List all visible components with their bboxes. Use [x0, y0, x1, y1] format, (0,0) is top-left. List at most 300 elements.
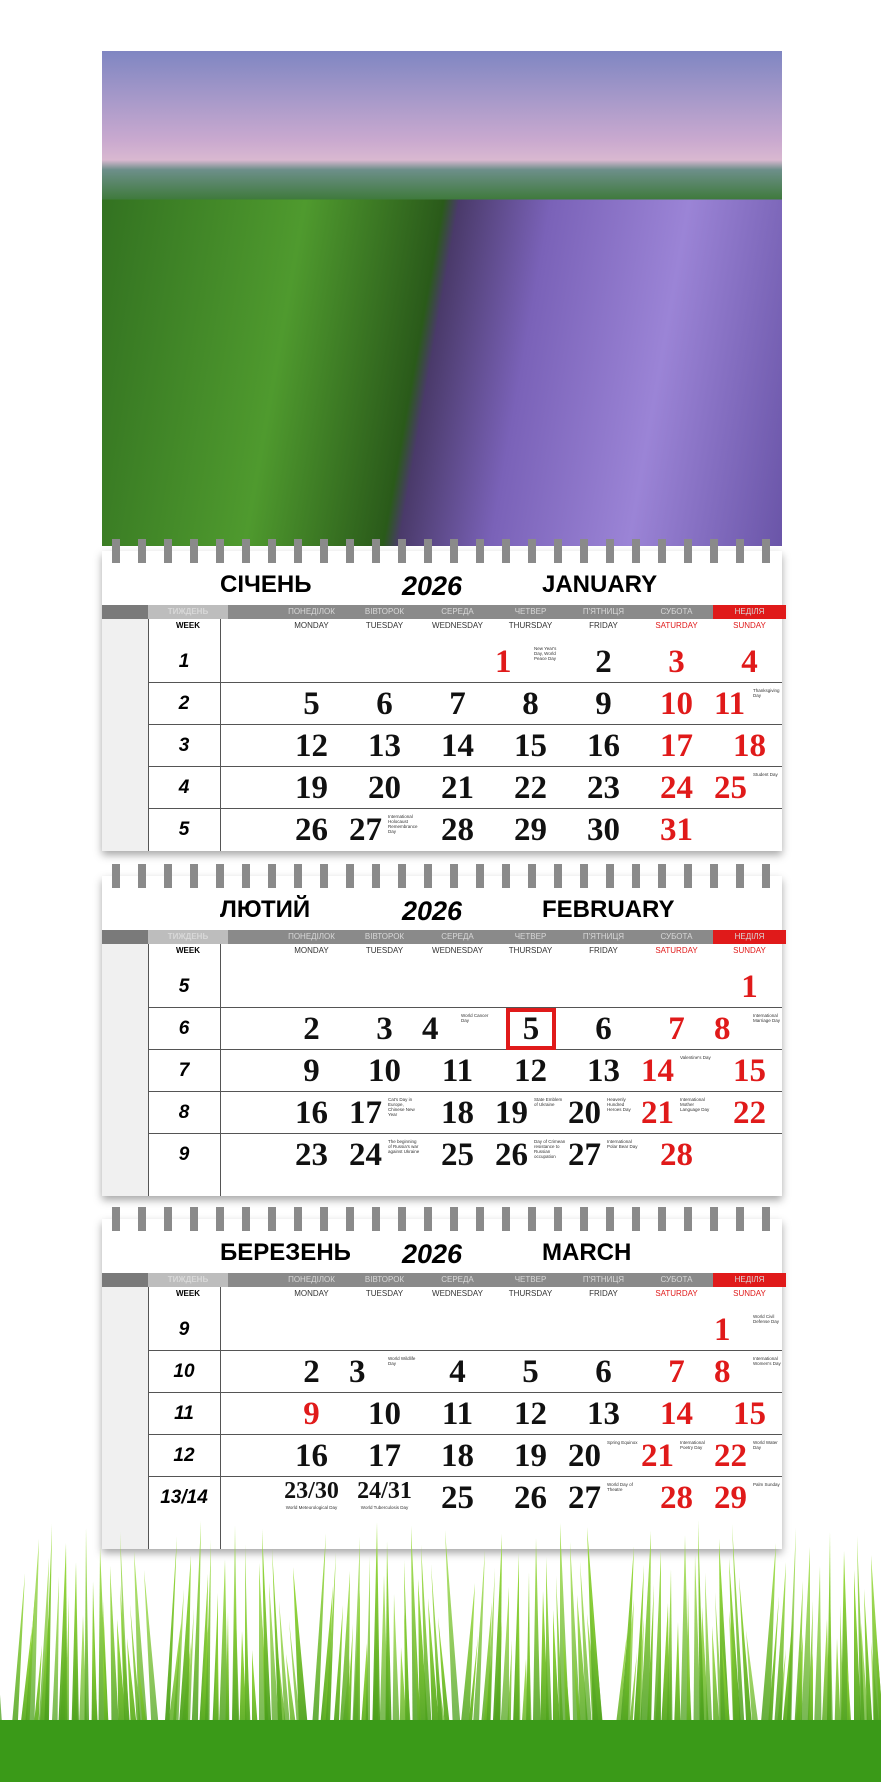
day-note: International Polar Bear Day [607, 1139, 638, 1149]
week-row [148, 1351, 782, 1393]
day-cell [421, 809, 494, 851]
header-ua-4: ЧЕТВЕР [514, 932, 547, 941]
day-number: 12 [514, 1053, 547, 1089]
day-cell [275, 1008, 348, 1050]
day-note: World Water Day [753, 1440, 778, 1450]
header-ua-3: СЕРЕДА [441, 932, 474, 941]
day-number: 17 [368, 1438, 401, 1474]
day-number: 10 [660, 686, 693, 722]
day-cell [348, 809, 421, 851]
day-number: 21 [441, 770, 474, 806]
day-cell [494, 641, 567, 683]
day-cell [275, 767, 348, 809]
header-en-4: THURSDAY [508, 1289, 553, 1298]
day-cell [421, 1435, 494, 1477]
day-number: 26 [495, 1137, 528, 1173]
day-number: 25 [714, 770, 747, 806]
week-row [148, 683, 782, 725]
header-en-3: WEDNESDAY [432, 621, 483, 630]
day-cell [640, 641, 713, 683]
day-note: Spring Equinox [607, 1440, 638, 1445]
day-cell [275, 1435, 348, 1477]
day-cell [640, 1092, 713, 1134]
day-cell [494, 1393, 567, 1435]
day-cell [494, 1050, 567, 1092]
header-ua-1: ПОНЕДІЛОК [288, 1275, 335, 1284]
day-number: 15 [514, 728, 547, 764]
day-number: 25 [441, 1137, 474, 1173]
month-name-en: JANUARY [542, 571, 658, 598]
header-en-7: SUNDAY [733, 1289, 766, 1298]
week-row [148, 966, 782, 1008]
header-ua-2: ВІВТОРОК [364, 607, 405, 616]
week-number: 9 [178, 1319, 190, 1340]
day-cell [275, 1134, 348, 1176]
day-cell [348, 1435, 421, 1477]
day-cell [348, 1050, 421, 1092]
day-number: 19 [495, 1095, 528, 1131]
day-number: 11 [441, 1396, 474, 1432]
day-number: 5 [508, 1010, 554, 1048]
header-ua-7: НЕДІЛЯ [713, 605, 786, 619]
day-cell [567, 1092, 640, 1134]
day-number: 14 [660, 1396, 693, 1432]
day-number: 27 [568, 1137, 601, 1173]
header-en-0: WEEK [176, 946, 200, 955]
header-en-2: TUESDAY [365, 621, 404, 630]
header-ua-7: НЕДІЛЯ [713, 930, 786, 944]
day-number: 16 [295, 1438, 328, 1474]
day-number: 3 [349, 1354, 366, 1390]
day-number: 9 [303, 1053, 320, 1089]
day-number: 2 [303, 1354, 320, 1390]
header-spacer [102, 1273, 148, 1287]
header-en-5: FRIDAY [589, 1289, 618, 1298]
day-number: 10 [368, 1053, 401, 1089]
day-number: 29 [714, 1480, 747, 1516]
week-number: 6 [178, 1018, 190, 1039]
day-number: 14 [641, 1053, 674, 1089]
day-number: 18 [441, 1438, 474, 1474]
day-note: World Tuberculosis Day [360, 1505, 409, 1510]
day-cell [713, 725, 786, 767]
day-number: 2 [303, 1011, 320, 1047]
day-cell [640, 1435, 713, 1477]
day-cell [421, 683, 494, 725]
day-note: World Meteorological Day [285, 1505, 338, 1510]
day-cell [494, 767, 567, 809]
day-number: 27 [349, 812, 382, 848]
day-number: 6 [595, 1354, 612, 1390]
month-name-ua: БЕРЕЗЕНЬ [220, 1239, 351, 1266]
day-note: New Year's Day, World Peace Day [534, 646, 557, 661]
day-cell [640, 1393, 713, 1435]
header-en-1: MONDAY [294, 1289, 329, 1298]
day-cell [567, 767, 640, 809]
day-number: 4 [422, 1011, 439, 1047]
week-row [148, 1050, 782, 1092]
week-row [148, 1008, 782, 1050]
day-cell [421, 1393, 494, 1435]
day-number: 23/30 [284, 1478, 339, 1504]
day-cell [275, 1477, 348, 1519]
day-number: 22 [714, 1438, 747, 1474]
day-number: 13 [587, 1396, 620, 1432]
day-number: 11 [441, 1053, 474, 1089]
header-en-6: SATURDAY [655, 946, 698, 955]
header-en-7: SUNDAY [733, 946, 766, 955]
week-number: 8 [178, 1102, 190, 1123]
day-cell [640, 1050, 713, 1092]
weekday-header-bar [102, 1273, 782, 1287]
header-ua-1: ПОНЕДІЛОК [288, 932, 335, 941]
day-cell [275, 683, 348, 725]
day-cell [713, 1351, 786, 1393]
day-number: 7 [668, 1011, 685, 1047]
day-note: World Cancer Day [461, 1013, 489, 1023]
day-cell [567, 1393, 640, 1435]
day-cell [348, 1477, 421, 1519]
day-cell [640, 767, 713, 809]
day-number: 23 [295, 1137, 328, 1173]
day-number: 24 [349, 1137, 382, 1173]
day-number: 12 [295, 728, 328, 764]
day-cell [421, 1050, 494, 1092]
day-number: 21 [641, 1438, 674, 1474]
header-ua-6: СУБОТА [660, 1275, 693, 1284]
day-number: 28 [441, 812, 474, 848]
day-cell [567, 1008, 640, 1050]
day-cell [421, 1008, 494, 1050]
day-cell [494, 683, 567, 725]
year: 2026 [402, 896, 463, 926]
day-note: International Poetry Day [680, 1440, 705, 1450]
day-note: World Civil Defense Day [753, 1314, 780, 1324]
day-note: Palm Sunday [753, 1482, 780, 1487]
week-row [148, 1435, 782, 1477]
day-note: International Mother Language Day [680, 1097, 710, 1112]
day-number: 3 [668, 644, 685, 680]
day-number: 15 [733, 1053, 766, 1089]
day-cell [348, 1134, 421, 1176]
day-number: 17 [660, 728, 693, 764]
day-cell [348, 725, 421, 767]
header-en-4: THURSDAY [508, 621, 553, 630]
day-cell [640, 1477, 713, 1519]
day-note: Heavenly Hundred Heroes Day [607, 1097, 631, 1112]
day-number: 22 [733, 1095, 766, 1131]
day-cell [494, 1092, 567, 1134]
week-row [148, 767, 782, 809]
month-title [102, 896, 782, 926]
month-panel-january [102, 551, 782, 851]
month-panel-february [102, 876, 782, 1196]
day-number: 20 [368, 770, 401, 806]
week-number: 5 [178, 819, 190, 840]
day-cell [640, 1351, 713, 1393]
day-number: 1 [495, 644, 512, 680]
week-number: 12 [173, 1445, 195, 1466]
header-ua-5: П'ЯТНИЦЯ [582, 1275, 625, 1284]
day-cell [348, 1008, 421, 1050]
day-number: 26 [514, 1480, 547, 1516]
header-en-2: TUESDAY [365, 1289, 404, 1298]
day-cell [348, 767, 421, 809]
day-note: Valentine's Day [680, 1055, 711, 1060]
header-ua-3: СЕРЕДА [441, 607, 474, 616]
week-number: 13/14 [160, 1487, 208, 1508]
day-cell [640, 725, 713, 767]
day-cell [567, 725, 640, 767]
header-en-6: SATURDAY [655, 621, 698, 630]
day-note: International Marriage Day [753, 1013, 781, 1023]
day-number: 17 [349, 1095, 382, 1131]
day-number: 30 [587, 812, 620, 848]
weekday-header-bar [102, 930, 782, 944]
header-ua-4: ЧЕТВЕР [514, 1275, 547, 1284]
header-en-4: THURSDAY [508, 946, 553, 955]
header-ua-1: ПОНЕДІЛОК [288, 607, 335, 616]
header-spacer [102, 930, 148, 944]
day-cell [421, 767, 494, 809]
month-name-ua: ЛЮТИЙ [220, 896, 311, 923]
day-cell [567, 809, 640, 851]
day-number: 8 [714, 1354, 731, 1390]
week-row [148, 1393, 782, 1435]
month-title [102, 1239, 782, 1269]
day-number: 15 [733, 1396, 766, 1432]
week-row [148, 725, 782, 767]
day-number: 8 [714, 1011, 731, 1047]
grass-decoration [0, 1520, 881, 1782]
day-number: 20 [568, 1095, 601, 1131]
day-number: 13 [368, 728, 401, 764]
day-cell [421, 1092, 494, 1134]
month-panel-march [102, 1219, 782, 1549]
week-row [148, 641, 782, 683]
spiral-binding [106, 864, 778, 888]
left-column [102, 1287, 148, 1549]
header-ua-3: СЕРЕДА [441, 1275, 474, 1284]
day-number: 1 [741, 969, 758, 1005]
week-row [148, 809, 782, 851]
day-number: 5 [303, 686, 320, 722]
day-number: 3 [376, 1011, 393, 1047]
week-number: 11 [174, 1403, 194, 1424]
left-column [102, 944, 148, 1196]
day-number: 18 [441, 1095, 474, 1131]
day-cell [567, 1435, 640, 1477]
day-cell [567, 683, 640, 725]
day-number: 16 [295, 1095, 328, 1131]
header-ua-2: ВІВТОРОК [364, 1275, 405, 1284]
weekday-header-bar [102, 605, 782, 619]
day-cell [713, 1435, 786, 1477]
day-number: 2 [595, 644, 612, 680]
day-cell [494, 1435, 567, 1477]
day-cell [713, 1309, 786, 1351]
day-cell [640, 809, 713, 851]
day-cell [713, 1092, 786, 1134]
day-cell [348, 683, 421, 725]
day-number: 10 [368, 1396, 401, 1432]
header-en-0: WEEK [176, 621, 200, 630]
day-number: 13 [587, 1053, 620, 1089]
day-note: International Women's Day [753, 1356, 781, 1366]
spiral-binding [106, 539, 778, 563]
week-number: 7 [178, 1060, 190, 1081]
day-number: 27 [568, 1480, 601, 1516]
week-number: 3 [178, 735, 190, 756]
left-column [102, 619, 148, 851]
week-row [148, 1309, 782, 1351]
day-cell [713, 1050, 786, 1092]
header-en-3: WEDNESDAY [432, 1289, 483, 1298]
day-note: International Holocaust Remembrance Day [388, 814, 418, 834]
header-en-0: WEEK [176, 1289, 200, 1298]
day-number: 6 [595, 1011, 612, 1047]
week-number: 5 [178, 976, 190, 997]
day-cell [275, 1351, 348, 1393]
day-cell [640, 1008, 713, 1050]
header-en-7: SUNDAY [733, 621, 766, 630]
day-number: 28 [660, 1137, 693, 1173]
day-cell [567, 1134, 640, 1176]
day-number: 9 [303, 1396, 320, 1432]
day-number: 25 [441, 1480, 474, 1516]
day-note: Day of Crimean resistance to Russian occupation [534, 1139, 566, 1159]
header-ua-7: НЕДІЛЯ [713, 1273, 786, 1287]
day-note: State Emblem of Ukraine [534, 1097, 563, 1107]
month-title [102, 571, 782, 601]
header-ua-0: ТИЖДЕНЬ [148, 930, 228, 944]
header-en-1: MONDAY [294, 621, 329, 630]
week-number: 2 [178, 693, 190, 714]
day-number: 8 [522, 686, 539, 722]
header-ua-4: ЧЕТВЕР [514, 607, 547, 616]
day-cell [713, 641, 786, 683]
day-number: 23 [587, 770, 620, 806]
header-ua-6: СУБОТА [660, 607, 693, 616]
day-cell [713, 1477, 786, 1519]
day-cell [713, 1393, 786, 1435]
day-cell [275, 725, 348, 767]
day-number: 20 [568, 1438, 601, 1474]
day-cell [275, 1050, 348, 1092]
day-number: 18 [733, 728, 766, 764]
day-cell [713, 966, 786, 1008]
day-cell [713, 683, 786, 725]
day-number: 11 [714, 686, 746, 722]
day-cell [421, 1477, 494, 1519]
header-ua-0: ТИЖДЕНЬ [148, 605, 228, 619]
day-number: 5 [522, 1354, 539, 1390]
day-number: 6 [376, 686, 393, 722]
day-cell [348, 1351, 421, 1393]
day-cell [275, 809, 348, 851]
day-cell [567, 1050, 640, 1092]
day-cell [567, 1351, 640, 1393]
day-number: 12 [514, 1396, 547, 1432]
header-ua-6: СУБОТА [660, 932, 693, 941]
week-number: 10 [173, 1361, 195, 1382]
year: 2026 [402, 571, 463, 601]
day-number: 31 [660, 812, 693, 848]
day-cell [494, 1008, 567, 1050]
day-note: The beginning of Russia's war against Ukraine [388, 1139, 420, 1154]
day-number: 21 [641, 1095, 674, 1131]
header-en-3: WEDNESDAY [432, 946, 483, 955]
day-cell [494, 1477, 567, 1519]
month-name-en: FEBRUARY [542, 896, 675, 923]
year: 2026 [402, 1239, 463, 1269]
day-cell [348, 1393, 421, 1435]
month-name-ua: СІЧЕНЬ [220, 571, 312, 598]
day-number: 4 [449, 1354, 466, 1390]
day-note: World Day of Theatre [607, 1482, 633, 1492]
day-number: 19 [514, 1438, 547, 1474]
header-en-2: TUESDAY [365, 946, 404, 955]
day-cell [713, 767, 786, 809]
day-number: 4 [741, 644, 758, 680]
spiral-binding [106, 1207, 778, 1231]
week-row [148, 1477, 782, 1519]
day-number: 28 [660, 1480, 693, 1516]
day-note: Thanksgiving Day [753, 688, 780, 698]
day-cell [713, 1008, 786, 1050]
week-number: 9 [178, 1144, 190, 1165]
day-cell [348, 1092, 421, 1134]
header-en-1: MONDAY [294, 946, 329, 955]
day-cell [275, 1092, 348, 1134]
day-cell [567, 1477, 640, 1519]
day-cell [421, 725, 494, 767]
header-ua-5: П'ЯТНИЦЯ [582, 932, 625, 941]
day-cell [494, 1134, 567, 1176]
lavender-field-photo [102, 51, 782, 546]
day-note: World Wildlife Day [388, 1356, 416, 1366]
day-cell [640, 683, 713, 725]
day-cell [421, 1134, 494, 1176]
day-note: Student Day [753, 772, 778, 777]
header-ua-0: ТИЖДЕНЬ [148, 1273, 228, 1287]
header-en-5: FRIDAY [589, 621, 618, 630]
day-number: 16 [587, 728, 620, 764]
day-number: 26 [295, 812, 328, 848]
header-en-5: FRIDAY [589, 946, 618, 955]
day-number: 29 [514, 812, 547, 848]
day-cell [494, 725, 567, 767]
day-number: 7 [449, 686, 466, 722]
day-number: 9 [595, 686, 612, 722]
day-number: 22 [514, 770, 547, 806]
day-number: 24 [660, 770, 693, 806]
day-number: 19 [295, 770, 328, 806]
header-spacer [102, 605, 148, 619]
day-cell [421, 1351, 494, 1393]
day-cell [494, 1351, 567, 1393]
week-row [148, 1134, 782, 1176]
header-ua-2: ВІВТОРОК [364, 932, 405, 941]
header-en-6: SATURDAY [655, 1289, 698, 1298]
day-cell [640, 1134, 713, 1176]
week-row [148, 1092, 782, 1134]
day-cell [494, 809, 567, 851]
week-number: 4 [178, 777, 190, 798]
day-number: 24/31 [357, 1478, 412, 1504]
day-number: 14 [441, 728, 474, 764]
day-number: 1 [714, 1312, 731, 1348]
